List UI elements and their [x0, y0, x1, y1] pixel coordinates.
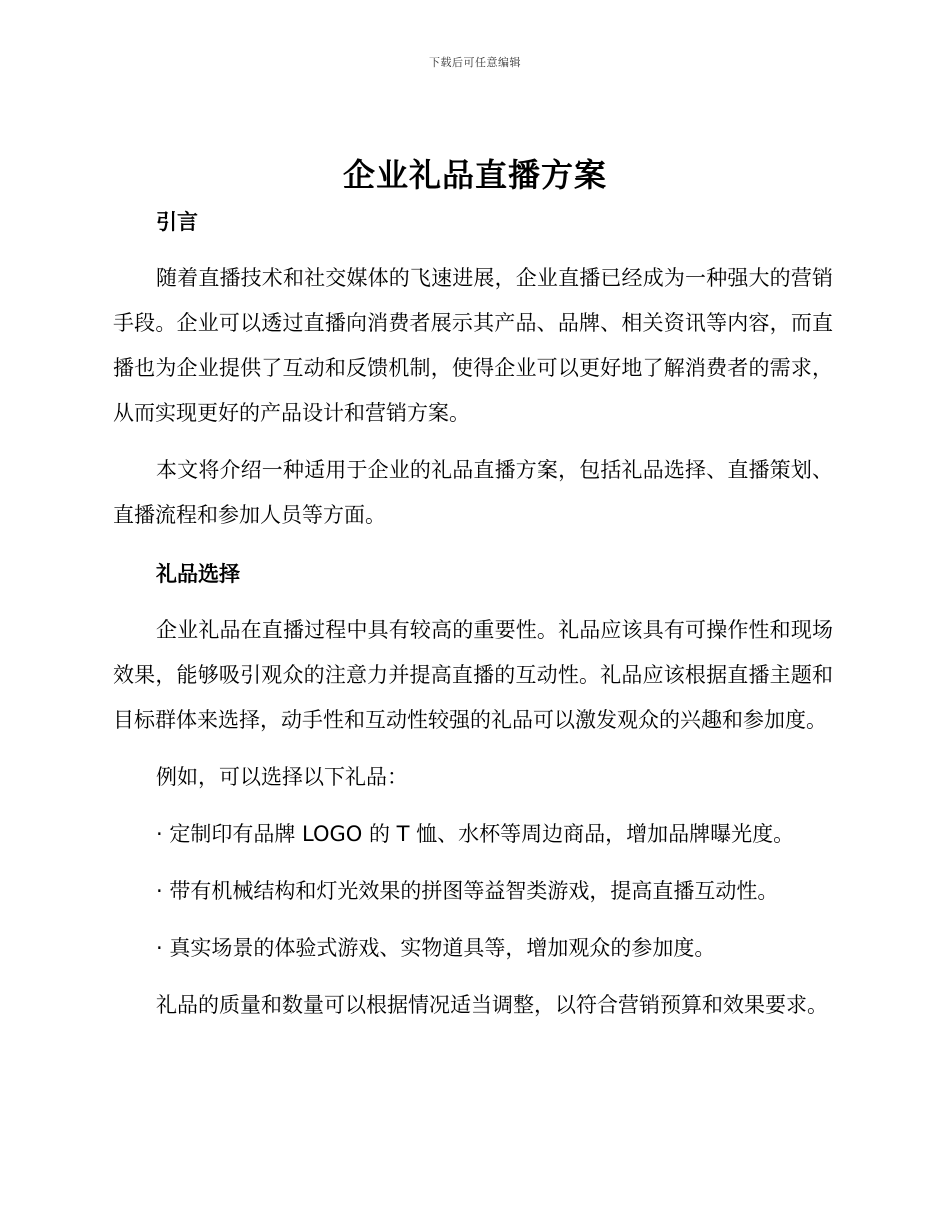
paragraph: 随着直播技术和社交媒体的飞速进展，企业直播已经成为一种强大的营销手段。企业可以透过直播向消费者展示其产品、品牌、相关资讯等内容，而直播也为企业提供了互动和反馈机制，使得企业可以更好地了解消费者的需求，从而实现更好的产品设计和营销方案。 [113, 266, 833, 425]
section-heading-gift-selection: 礼品选择 [156, 562, 240, 586]
paragraph: 企业礼品在直播过程中具有较高的重要性。礼品应该具有可操作性和现场效果，能够吸引观众的注意力并提高直播的互动性。礼品应该根据直播主题和目标群体来选择，动手性和互动性较强的礼品可以激发观众的兴趣和参加度。 [113, 618, 833, 732]
paragraph: 本文将介绍一种适用于企业的礼品直播方案，包括礼品选择、直播策划、直播流程和参加人员等方面。 [113, 458, 833, 527]
bullet-item: · 带有机械结构和灯光效果的拼图等益智类游戏，提高直播互动性。 [156, 879, 779, 903]
bullet-item: · 定制印有品牌 LOGO 的 T 恤、水杯等周边商品，增加品牌曝光度。 [156, 822, 795, 846]
document-body [113, 200, 833, 1028]
spacer [113, 971, 833, 983]
spacer [113, 857, 833, 869]
paragraph: 礼品的质量和数量可以根据情况适当调整，以符合营销预算和效果要求。 [156, 993, 828, 1017]
spacer [113, 436, 833, 448]
section-heading-introduction: 引言 [156, 210, 198, 234]
spacer [113, 914, 833, 926]
spacer [113, 538, 833, 552]
spacer [113, 244, 833, 256]
bullet-item: · 真实场景的体验式游戏、实物道具等，增加观众的参加度。 [156, 936, 716, 960]
spacer [113, 743, 833, 755]
page-header-note: 下载后可任意编辑 [429, 56, 521, 69]
document-title: 企业礼品直播方案 [342, 156, 607, 194]
spacer [113, 800, 833, 812]
paragraph: 例如，可以选择以下礼品： [156, 765, 408, 789]
spacer [113, 596, 833, 608]
